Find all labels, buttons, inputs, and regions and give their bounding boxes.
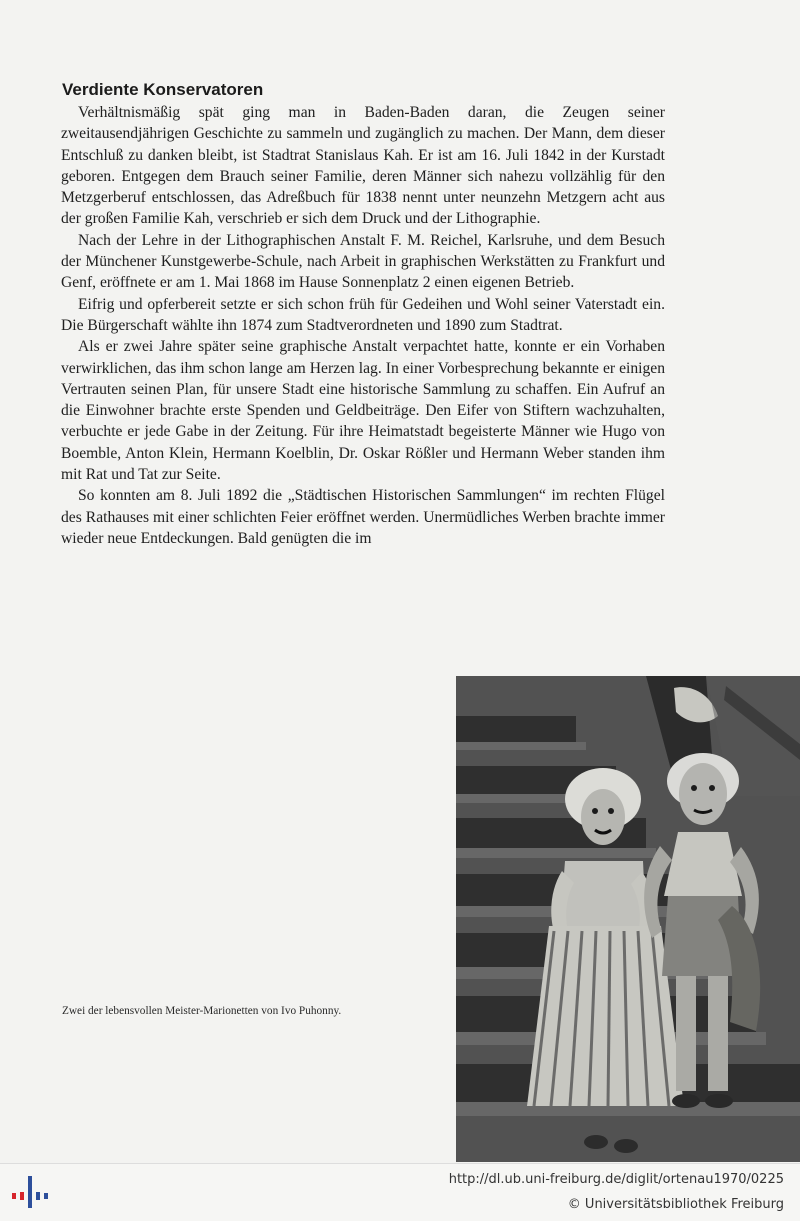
bleed-through-mark	[300, 0, 430, 18]
paragraph: Nach der Lehre in der Lithographischen Anstalt F. M. Reichel, Karlsruhe, und dem Besuch der Münchener Kunstgewerbe-Schule, nach Arbeit in graphischen Werkstätten zu Frankfurt und Genf, eröffnete er am 1. Mai 1868 im Hause Sonnenplatz 2 einen eigenen Betrieb.	[61, 231, 665, 292]
page-footer	[0, 1163, 800, 1221]
section-heading: Verdiente Konservatoren	[62, 80, 264, 99]
source-url-link[interactable]: http://dl.ub.uni-freiburg.de/diglit/ortenau1970/0225	[448, 1172, 784, 1187]
marionette-photo-illustration	[456, 676, 800, 1162]
ub-freiburg-logo-icon	[10, 1172, 50, 1216]
paragraph: So konnten am 8. Juli 1892 die „Städtischen Historischen Sammlungen“ im rechten Flügel des Rathauses mit einer schlichten Feier eröffnet werden. Unermüdliches Werben brachte immer wieder neue Entdeckungen. Bald genügten die im	[61, 487, 665, 547]
article-body	[61, 102, 665, 549]
marionette-photo	[456, 676, 800, 1162]
paragraph: Als er zwei Jahre später seine graphische Anstalt verpachtet hatte, konnte er ein Vorhaben verwirklichen, das ihm schon lange am Herzen lag. In einer Vorbesprechung bekannte er einigen Vertrauten seinen Plan, für unsere Stadt eine historische Sammlung zu schaffen. Ein Aufruf an die Einwohner brachte erste Spenden und Geldbeiträge. Den Eifer von Stiftern wachzuhalten, verbuchte er jede Gabe in der Zeitung. Für ihre Heimatstadt begeisterte Männer wie Hugo von Boemble, Anton Klein, Hermann Koelblin, Dr. Oskar Rößler und Hermann Weber standen ihm mit Rat und Tat zur Seite.	[61, 338, 665, 484]
paragraph: Verhältnismäßig spät ging man in Baden-Baden daran, die Zeugen seiner zweitausendjährigen Geschichte zu sammeln und zugänglich zu machen. Der Mann, dem dieser Entschluß zu danken bleibt, ist Stadtrat Stanislaus Kah. Er ist am 16. Juli 1842 in der Kurstadt geboren. Entgegen dem Brauch seiner Familie, deren Männer sich nahezu vollzählig für den Metzgerberuf entschlossen, das Adreßbuch für 1838 nennt unter neunzehn Metzgern acht aus der großen Familie Kah, verschrieb er sich dem Druck und der Lithographie.	[61, 104, 665, 228]
figure-caption: Zwei der lebensvollen Meister-Marionetten von Ivo Puhonny.	[62, 1005, 342, 1017]
copyright-notice: © Universitätsbibliothek Freiburg	[567, 1197, 784, 1212]
paragraph: Eifrig und opferbereit setzte er sich schon früh für Gedeihen und Wohl seiner Vaterstadt ein. Die Bürgerschaft wählte ihn 1874 zum Stadtverordneten und 1890 zum Stadtrat.	[61, 295, 665, 334]
